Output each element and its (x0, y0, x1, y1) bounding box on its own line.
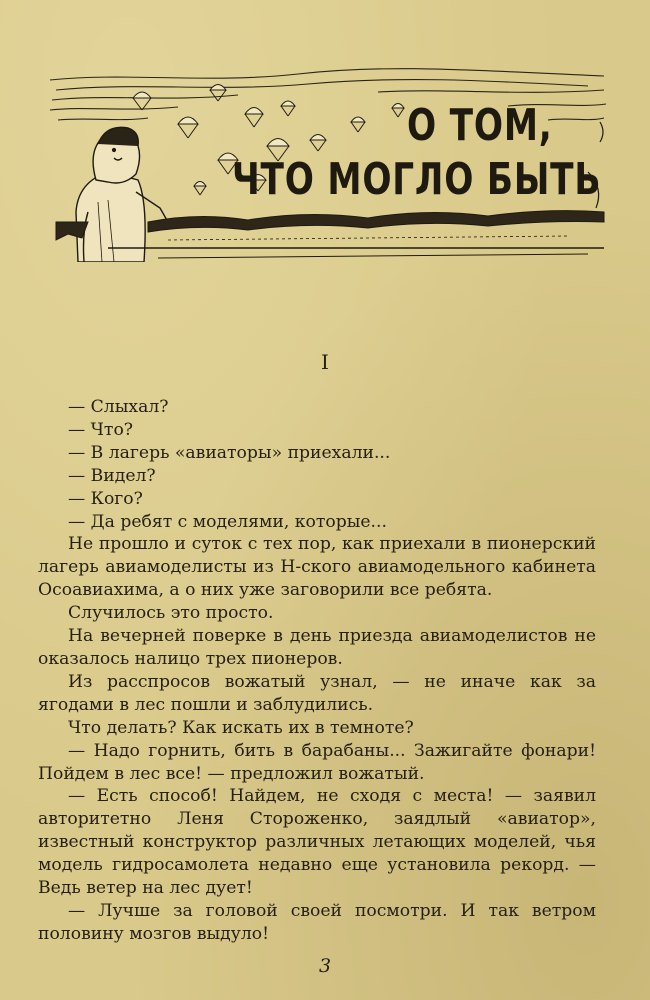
paragraph: — Лучше за головой своей посмотри. И так ветром половину мозгов выдуло! (38, 900, 596, 944)
paragraph: На вечерней поверке в день приезда авиамоделистов не оказалось налицо трех пионеров. (38, 626, 596, 669)
chapter-number: I (321, 350, 329, 374)
body-text (38, 396, 596, 946)
paragraph: — Видел? (68, 465, 156, 486)
paragraph: — Слыхал? (68, 397, 169, 417)
boy-figure (76, 127, 168, 262)
paragraph: Из расспросов вожатый узнал, — не иначе как за ягодами в лес пошли и заблудились. (38, 671, 596, 715)
paragraph: — Да ребят с моделями, которые... (68, 511, 387, 532)
paragraph: Что делать? Как искать их в темноте? (68, 717, 414, 738)
paragraph: Не прошло и суток с тех пор, как приехали в пионерский лагерь авиамоделисты из Н-ского авиамодельного кабинета Осоавиахима, а о них уже заговорили все ребята. (38, 534, 596, 601)
paragraph: — Что? (68, 419, 134, 440)
paragraph: — В лагерь «авиаторы» приехали... (68, 442, 391, 463)
paragraph: — Надо горнить, бить в барабаны... Зажигайте фонари! Пойдем в лес все! — предложил вожатый. (38, 740, 596, 784)
page-number: 3 (318, 955, 332, 977)
title-line-2: ЧТО МОГЛО БЫТЬ (232, 154, 602, 205)
paragraph: — Кого? (68, 488, 143, 509)
title-line-1: О ТОМ, (407, 100, 553, 151)
paragraph: — Есть способ! Найдем, не сходя с места! — заявил авторитетно Леня Стороженко, заядлый «авиатор», известный конструктор различных летающих моделей, чья модель гидросамолета недавно еще установила рекорд. — Ведь ветер на лес дует! (38, 786, 596, 899)
paragraph: Случилось это просто. (68, 603, 274, 624)
